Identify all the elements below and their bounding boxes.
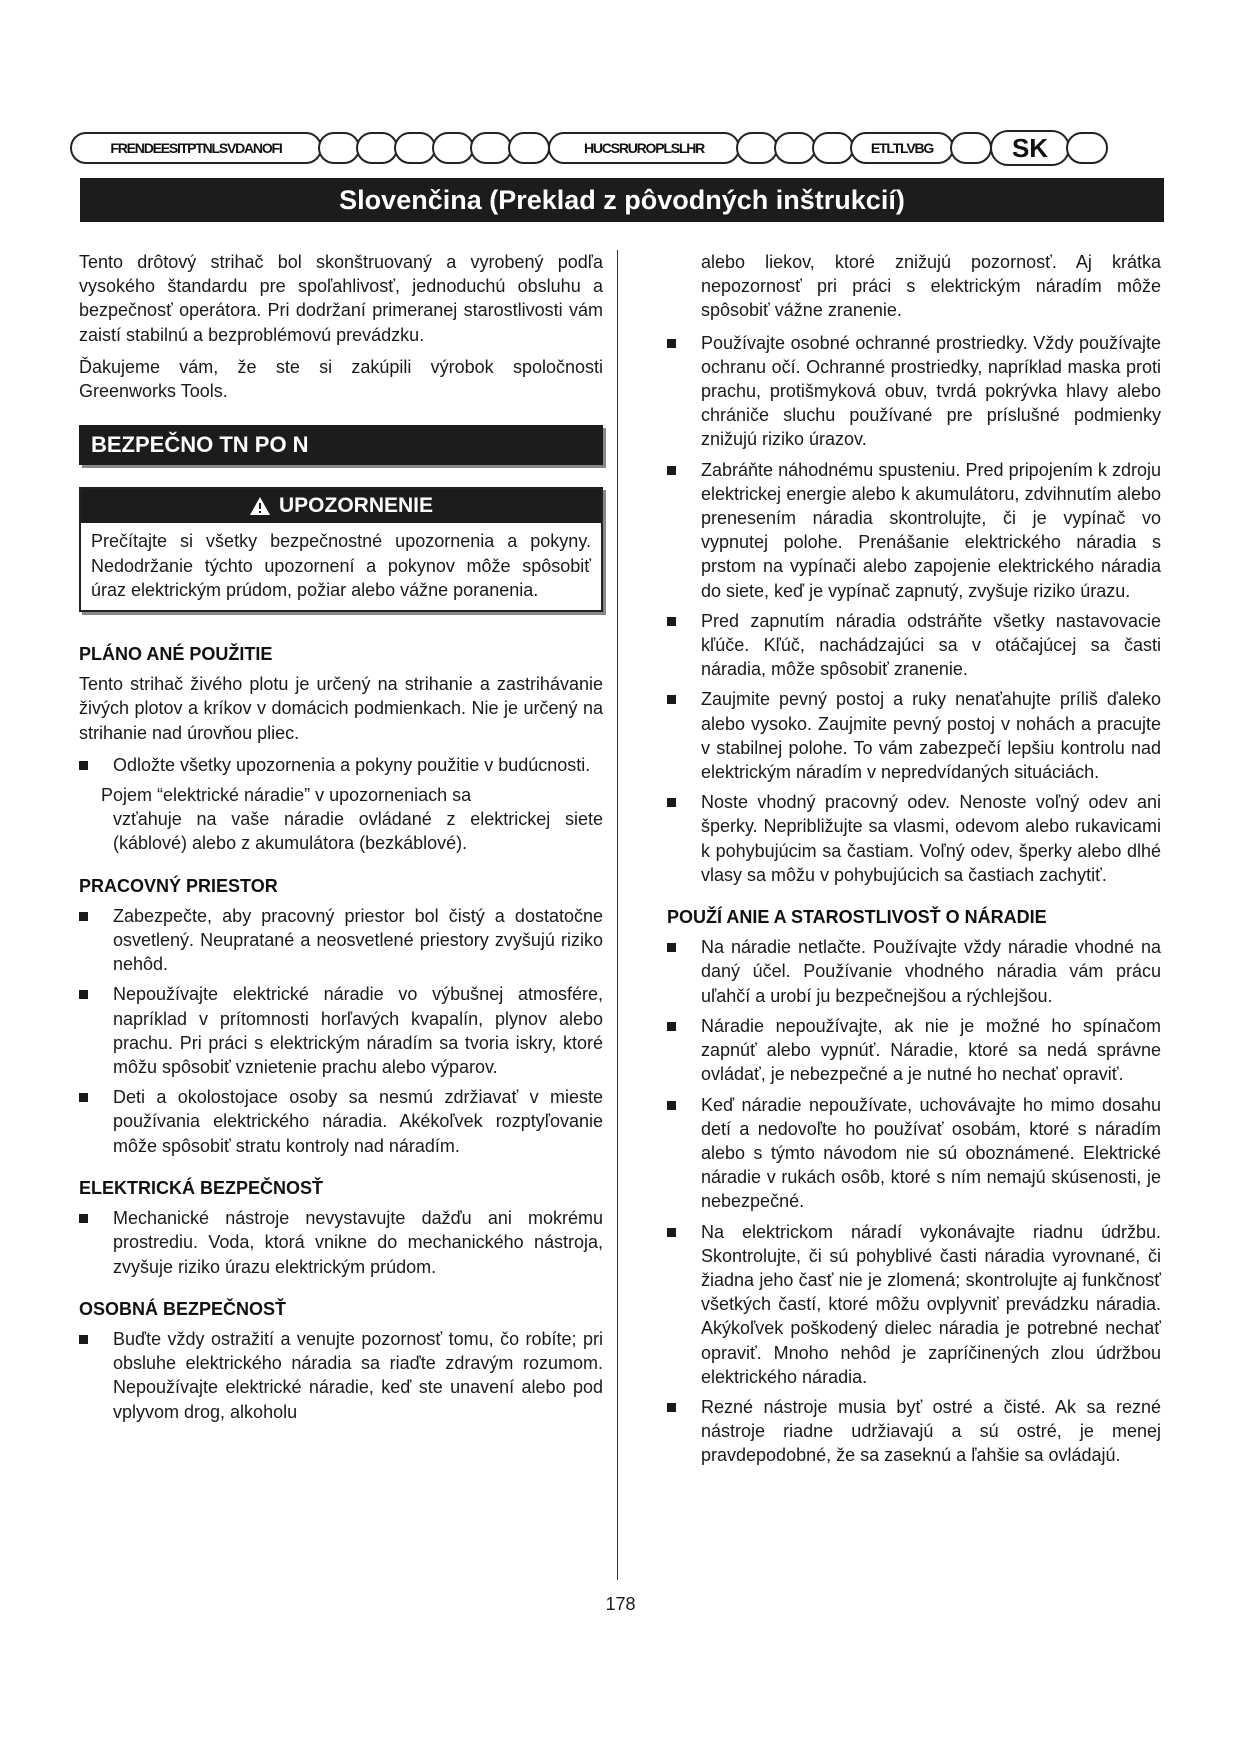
thanks-paragraph: Ďakujeme vám, že ste si zakúpili výrobok spoločnosti Greenworks Tools. [79,356,603,402]
warning-triangle-icon [249,496,271,516]
language-tab[interactable] [318,132,360,164]
tool-use-heading: POUŽÍ ANIE A STAROSTLIVOSŤ O NÁRADIE [667,907,1047,928]
bullet-icon [79,1093,88,1102]
list-item [79,982,603,1079]
language-tabs-group-3[interactable] [850,132,954,164]
warning-label: UPOZORNENIE [278,494,433,518]
list-item [667,935,1161,1008]
list-item [79,1327,603,1424]
list-item-text: Zabezpečte, aby pracovný priestor bol čistý a dostatočne osvetlený. Neupratané a neosvetlené priestory zvyšujú riziko nehôd. [113,905,603,975]
personal-safety-heading: OSOBNÁ BEZPEČNOSŤ [79,1298,287,1319]
electrical-safety-list [79,1206,603,1279]
warning-box [79,487,603,612]
right-column [667,250,1161,1474]
list-item-text: Keď náradie nepoužívate, uchovávajte ho mimo dosahu detí a nedovoľte ho používať osobám, ktoré s náradím alebo s týmto návodom nie sú oboznámené. Elektrické náradie v rukách osôb, ktoré s ním nemajú skúsenosti, je nebezpečné. [701,1094,1161,1212]
bullet-icon [667,1403,676,1412]
list-item [667,458,1161,603]
intended-use-list [79,753,603,777]
page-title: Slovenčina (Preklad z pôvodných inštrukcií) [80,178,1164,222]
list-item-text: Na elektrickom náradí vykonávajte riadnu údržbu. Skontrolujte, či sú pohyblivé časti náradia vyrovnané, či žiadna jeho časť nie je zlomená; skontrolujte aj funkčnosť všetkých častí, ktoré môžu ovplyvniť prevádzku náradia. Akýkoľvek poškodený dielec náradia je potrebné nechať opraviť. Mnoho nehôd je zapríčinených zlou údržbou elektrického náradia. [701,1221,1161,1387]
warning-text: Prečítajte si všetky bezpečnostné upozornenia a pokyny. Nedodržanie týchto upozornení a pokynov môže spôsobiť úraz elektrickým prúdom, požiar alebo vážne poranenia. [91,531,591,600]
language-codes-3: ETLTLVBG [870,140,934,156]
safety-section-heading: BEZPEČNO TN PO N [79,425,603,465]
note-first-line: Pojem “elektrické náradie” v upozorneniach sa [101,785,472,806]
continuation-paragraph: alebo liekov, ktoré znižujú pozornosť. Aj krátka nepozornosť pri práci s elektrickým náradím môže spôsobiť vážne zranenie. [701,252,1161,321]
column-divider [617,250,618,1580]
warning-header [81,489,601,523]
list-item [79,753,603,777]
list-item [667,1220,1161,1389]
list-item-text: Odložte všetky upozornenia a pokyny použitie v budúcnosti. [113,754,591,775]
language-selector [70,132,1180,168]
intro-paragraph: Tento drôtový strihač bol skonštruovaný a vyrobený podľa vysokého štandardu pre spoľahlivosť, jednoduchú obsluhu a bezpečnosť operátora. Pri dodržaní primeranej starostlivosti vám zaistí stabilnú a bezproblémovú prevádzku. [79,252,603,345]
language-tab[interactable] [508,132,550,164]
bullet-icon [79,1214,88,1223]
language-codes-2: HUCSRUROPLSLHR [583,140,705,156]
bullet-icon [667,1101,676,1110]
list-item [79,1206,603,1279]
work-area-heading: PRACOVNÝ PRIESTOR [79,875,278,896]
intended-use-text: Tento strihač živého plotu je určený na strihanie a zastrihávanie živých plotov a kríkov v domácich podmienkach. Nie je určený na strihanie nad úrovňou pliec. [79,674,603,743]
personal-safety-list-continued [667,331,1161,887]
language-tab-active[interactable] [990,130,1070,166]
list-item [667,790,1161,887]
page-number: 178 [605,1594,636,1614]
bullet-icon [667,617,676,626]
list-item [667,1395,1161,1468]
list-item-text: Zabráňte náhodnému spusteniu. Pred pripojením k zdroju elektrickej energie alebo k akumulátoru, zdvihnutím alebo prenesením náradia skontrolujte, či je vypínač vo vypnutej polohe. Prenášanie elektrického náradia s prstom na vypínači alebo zapojenie elektrického náradia do siete, keď je vypínač zapnutý, zvyšuje riziko úrazu. [701,459,1161,601]
tool-definition-note [79,783,603,856]
electrical-safety-heading: ELEKTRICKÁ BEZPEČNOSŤ [79,1177,324,1198]
language-tab[interactable] [432,132,474,164]
language-tab[interactable] [950,132,992,164]
bullet-icon [79,761,88,770]
tool-use-list [667,935,1161,1467]
active-language-label: SK [1011,132,1049,163]
list-item-text: Deti a okolostojace osoby sa nesmú zdržiavať v mieste používania elektrického náradia. Akékoľvek rozptyľovanie môže spôsobiť stratu kontroly nad náradím. [113,1087,603,1156]
list-item [79,1085,603,1158]
list-item-text: Buďte vždy ostražití a venujte pozornosť tomu, čo robíte; pri obsluhe elektrického náradia sa riaďte zdravým rozumom. Nepoužívajte elektrické náradie, keď ste unavení alebo pod vplyvom drog, alkoholu [113,1328,603,1422]
list-item [667,331,1161,452]
work-area-list [79,904,603,1158]
bullet-icon [79,912,88,921]
language-tab[interactable] [1066,132,1108,164]
list-item-text: Nepoužívajte elektrické náradie vo výbušnej atmosfére, napríklad v prítomnosti horľavých kvapalín, plynov alebo prachu. Pri práci s elektrickým náradím sa tvoria iskry, ktoré môžu spôsobiť vznietenie prachu alebo výparov. [113,984,603,1078]
list-item-text: Používajte osobné ochranné prostriedky. Vždy používajte ochranu očí. Ochranné prostriedky, napríklad maska proti prachu, protišmyková obuv, tvrdá pokrývka hlavy alebo chrániče sluchu používané pre príslušné podmienky znižujú riziko úrazov. [701,332,1161,450]
list-item-text: Rezné nástroje musia byť ostré a čisté. Ak sa rezné nástroje riadne udržiavajú a sú ostré, je menej pravdepodobné, že sa zaseknú a ľahšie sa ovládajú. [701,1396,1161,1466]
list-item [667,1093,1161,1214]
language-tabs-group-1[interactable] [70,132,322,164]
list-item [667,609,1161,682]
language-tab[interactable] [470,132,512,164]
intended-use-heading: PLÁNO ANÉ POUŽITIE [79,644,273,665]
note-continuation: vzťahuje na vaše náradie ovládané z elektrickej siete (káblové) alebo z akumulátora (bezkáblové). [113,809,603,854]
list-item-text: Pred zapnutím náradia odstráňte všetky nastavovacie kľúče. Kľúč, nachádzajúci sa v otáčajúcej sa časti náradia, môže spôsobiť zranenie. [701,610,1161,680]
language-tab[interactable] [394,132,436,164]
bullet-icon [667,1022,676,1031]
language-tabs-group-2[interactable] [548,132,740,164]
list-item [79,904,603,977]
list-item-text: Náradie nepoužívajte, ak nie je možné ho spínačom zapnúť alebo vypnúť. Náradie, ktoré sa nedá správne ovládať, je nebezpečné a je nutné ho nechať opraviť. [701,1015,1161,1085]
bullet-icon [79,990,88,999]
bullet-icon [667,466,676,475]
bullet-icon [79,1335,88,1344]
language-tab[interactable] [774,132,816,164]
bullet-icon [667,339,676,348]
list-item-text: Mechanické nástroje nevystavujte dažďu ani mokrému prostrediu. Voda, ktorá vnikne do mechanického nástroja, zvyšuje riziko úrazu elektrickým prúdom. [113,1208,603,1277]
list-item-text: Zaujmite pevný postoj a ruky nenaťahujte príliš ďaleko alebo vysoko. Zaujmite pevný postoj v nohách a pracujte v stabilnej polohe. To vám zabezpečí lepšiu kontrolu nad elektrickým náradím v nepredvídaných situáciách. [701,689,1161,783]
list-item [667,687,1161,784]
language-codes-1: FRENDEESITPTNLSVDANOFI [110,140,282,156]
bullet-icon [667,943,676,952]
left-column [79,250,603,1430]
language-tab[interactable] [736,132,778,164]
bullet-icon [667,695,676,704]
bullet-icon [667,1228,676,1237]
language-tab[interactable] [356,132,398,164]
list-item-text: Na náradie netlačte. Používajte vždy náradie vhodné na daný účel. Používanie vhodného náradia vám prácu uľahčí a urobí ju bezpečnejšou a rýchlejšou. [701,937,1161,1006]
language-tab[interactable] [812,132,854,164]
bullet-icon [667,798,676,807]
personal-safety-list [79,1327,603,1424]
list-item [667,1014,1161,1087]
list-item-text: Noste vhodný pracovný odev. Nenoste voľný odev ani šperky. Nepribližujte sa vlasmi, odevom alebo rukavicami k pohybujúcim sa častiam. Voľný odev, šperky alebo dlhé vlasy sa môžu v pohybujúcich sa častiach zachytiť. [701,792,1161,885]
